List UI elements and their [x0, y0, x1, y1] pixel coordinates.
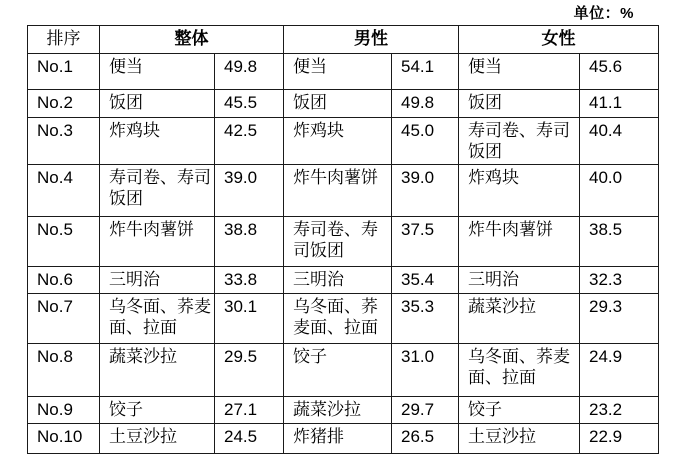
overall-item-cell: 炸鸡块 — [100, 118, 215, 165]
female-item-cell: 饺子 — [459, 397, 580, 424]
ranking-table — [27, 25, 659, 454]
overall-value-cell: 38.8 — [215, 217, 284, 267]
female-item-cell: 炸牛肉薯饼 — [459, 217, 580, 267]
male-item-cell: 蔬菜沙拉 — [284, 397, 392, 424]
female-item-cell: 土豆沙拉 — [459, 424, 580, 454]
female-value-cell: 23.2 — [580, 397, 659, 424]
male-value-cell: 45.0 — [392, 118, 459, 165]
female-value-cell: 41.1 — [580, 90, 659, 118]
female-item-cell: 乌冬面、荞麦面、拉面 — [459, 344, 580, 397]
female-item-cell: 蔬菜沙拉 — [459, 294, 580, 344]
female-value-cell: 24.9 — [580, 344, 659, 397]
table-row — [28, 90, 659, 118]
overall-value-cell: 30.1 — [215, 294, 284, 344]
rank-cell: No.6 — [28, 267, 100, 294]
table-row — [28, 397, 659, 424]
female-value-cell: 29.3 — [580, 294, 659, 344]
table-row — [28, 217, 659, 267]
male-item-cell: 炸鸡块 — [284, 118, 392, 165]
female-item-cell: 寿司卷、寿司饭团 — [459, 118, 580, 165]
male-item-cell: 寿司卷、寿司饭团 — [284, 217, 392, 267]
male-column-header: 男性 — [284, 26, 459, 54]
table-row — [28, 267, 659, 294]
female-value-cell: 32.3 — [580, 267, 659, 294]
overall-item-cell: 三明治 — [100, 267, 215, 294]
table-row — [28, 165, 659, 217]
overall-value-cell: 45.5 — [215, 90, 284, 118]
male-item-cell: 乌冬面、荞麦面、拉面 — [284, 294, 392, 344]
male-value-cell: 54.1 — [392, 54, 459, 90]
male-value-cell: 29.7 — [392, 397, 459, 424]
female-item-cell: 饭团 — [459, 90, 580, 118]
female-value-cell: 40.4 — [580, 118, 659, 165]
table-row — [28, 424, 659, 454]
female-value-cell: 45.6 — [580, 54, 659, 90]
table-row — [28, 54, 659, 90]
overall-item-cell: 炸牛肉薯饼 — [100, 217, 215, 267]
table-row — [28, 344, 659, 397]
rank-column-header: 排序 — [28, 26, 100, 54]
overall-column-header: 整体 — [100, 26, 284, 54]
rank-cell: No.2 — [28, 90, 100, 118]
overall-value-cell: 29.5 — [215, 344, 284, 397]
female-item-cell: 便当 — [459, 54, 580, 90]
overall-item-cell: 寿司卷、寿司饭团 — [100, 165, 215, 217]
female-value-cell: 22.9 — [580, 424, 659, 454]
male-value-cell: 35.4 — [392, 267, 459, 294]
male-item-cell: 饺子 — [284, 344, 392, 397]
female-item-cell: 三明治 — [459, 267, 580, 294]
rank-cell: No.5 — [28, 217, 100, 267]
overall-value-cell: 39.0 — [215, 165, 284, 217]
male-item-cell: 饭团 — [284, 90, 392, 118]
male-item-cell: 便当 — [284, 54, 392, 90]
rank-cell: No.4 — [28, 165, 100, 217]
male-value-cell: 35.3 — [392, 294, 459, 344]
table-row — [28, 118, 659, 165]
overall-value-cell: 24.5 — [215, 424, 284, 454]
male-item-cell: 炸猪排 — [284, 424, 392, 454]
male-item-cell: 三明治 — [284, 267, 392, 294]
overall-item-cell: 饺子 — [100, 397, 215, 424]
overall-item-cell: 乌冬面、荞麦面、拉面 — [100, 294, 215, 344]
rank-cell: No.10 — [28, 424, 100, 454]
overall-value-cell: 27.1 — [215, 397, 284, 424]
rank-cell: No.1 — [28, 54, 100, 90]
overall-value-cell: 42.5 — [215, 118, 284, 165]
male-value-cell: 37.5 — [392, 217, 459, 267]
overall-item-cell: 便当 — [100, 54, 215, 90]
female-column-header: 女性 — [459, 26, 659, 54]
male-value-cell: 39.0 — [392, 165, 459, 217]
male-value-cell: 26.5 — [392, 424, 459, 454]
table-row — [28, 294, 659, 344]
female-value-cell: 40.0 — [580, 165, 659, 217]
rank-cell: No.9 — [28, 397, 100, 424]
overall-value-cell: 33.8 — [215, 267, 284, 294]
rank-cell: No.3 — [28, 118, 100, 165]
female-item-cell: 炸鸡块 — [459, 165, 580, 217]
female-value-cell: 38.5 — [580, 217, 659, 267]
overall-item-cell: 蔬菜沙拉 — [100, 344, 215, 397]
male-value-cell: 31.0 — [392, 344, 459, 397]
rank-cell: No.7 — [28, 294, 100, 344]
overall-value-cell: 49.8 — [215, 54, 284, 90]
header-row — [28, 26, 659, 54]
unit-label: 单位：% — [573, 5, 634, 22]
overall-item-cell: 饭团 — [100, 90, 215, 118]
male-value-cell: 49.8 — [392, 90, 459, 118]
rank-cell: No.8 — [28, 344, 100, 397]
overall-item-cell: 土豆沙拉 — [100, 424, 215, 454]
male-item-cell: 炸牛肉薯饼 — [284, 165, 392, 217]
